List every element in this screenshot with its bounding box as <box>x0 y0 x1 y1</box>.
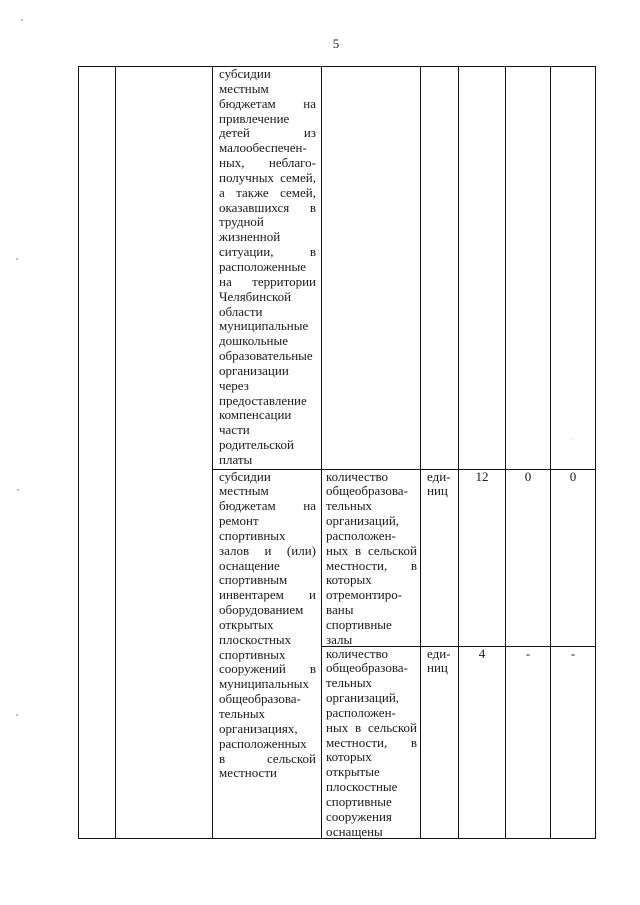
text-line: тельных <box>326 675 373 691</box>
text-line: организаций, <box>326 513 400 529</box>
text-line: отремонтиро- <box>326 587 403 603</box>
text-line: общеобразова- <box>219 691 301 707</box>
text-line: ваны <box>326 602 354 618</box>
text-line: предоставление <box>219 392 307 408</box>
text-line: оснащены <box>326 823 383 839</box>
indicator-2-text <box>326 647 417 840</box>
text-line: залы <box>326 631 353 647</box>
text-line: получных семей, <box>219 169 316 185</box>
empty-indicator-cell <box>322 67 420 469</box>
text-line: расположенных <box>219 735 307 751</box>
text-line: спортивным <box>219 572 288 588</box>
text-line: сооружений в <box>219 661 316 677</box>
text-line: организаций, <box>326 690 400 706</box>
indicator-1-value-1: 12 <box>475 468 489 484</box>
empty-value-cell <box>459 67 505 469</box>
text-line: бюджетам на <box>219 95 316 111</box>
text-line: общеобразова- <box>326 483 408 499</box>
text-line: платы <box>219 451 253 467</box>
text-line: организациях, <box>219 720 298 736</box>
text-line: тельных <box>219 706 266 721</box>
text-line: расположен- <box>326 704 396 720</box>
text-line: области <box>219 303 263 319</box>
measure-1-text <box>219 67 316 468</box>
text-line: количество <box>326 645 389 661</box>
text-line: спортивные <box>326 616 392 632</box>
indicator-2-value-2: - <box>525 645 531 661</box>
text-line: местным <box>219 80 269 96</box>
text-line: открытые <box>326 764 380 780</box>
text-line: ремонт <box>219 513 259 529</box>
text-line: привлечение <box>219 110 290 126</box>
indicator-1-value-2: 0 <box>524 468 532 484</box>
text-line: компенсации <box>219 407 292 423</box>
text-line: детей из <box>219 125 316 141</box>
text-line: плоскостных <box>219 631 292 647</box>
text-line: спортивные <box>326 793 392 809</box>
indicator-1-unit <box>427 470 456 500</box>
text-line: через <box>219 377 249 393</box>
text-line: залов и (или) <box>219 542 316 558</box>
text-line: оборудованием <box>219 602 304 618</box>
text-line: ситуации, в <box>219 244 316 260</box>
text-line: оказавшихся в <box>219 199 316 215</box>
text-line: жизненной <box>219 229 281 245</box>
text-line: спортивных <box>219 527 286 543</box>
text-line: муниципальных <box>219 676 310 692</box>
text-line: родительской <box>219 437 294 453</box>
page-number: 5 <box>332 36 340 51</box>
text-line: местности, в <box>326 734 417 750</box>
measure-2-text <box>219 470 316 782</box>
empty-unit-cell <box>421 67 458 469</box>
text-line: Челябинской <box>219 288 292 304</box>
text-line: малообеспечен- <box>219 140 307 156</box>
text-line: спортивных <box>219 646 286 662</box>
text-line: местности, в <box>326 557 417 573</box>
text-line: общеобразова- <box>326 660 408 676</box>
text-line: трудной <box>219 214 264 230</box>
text-line: расположенные <box>219 258 306 274</box>
text-line: ных, неблаго- <box>219 155 316 171</box>
text-line: дошкольные <box>219 333 288 349</box>
text-line: которых <box>326 749 372 765</box>
text-line: расположен- <box>326 527 396 543</box>
text-line: муниципальные <box>219 318 309 334</box>
text-line: которых <box>326 572 372 588</box>
text-line: субсидии <box>219 468 271 484</box>
indicator-2-unit <box>427 647 456 677</box>
text-line: оснащение <box>219 557 280 573</box>
text-line: образовательные <box>219 348 313 364</box>
text-line: субсидии <box>219 66 271 81</box>
text-line: местности <box>219 765 277 781</box>
text-line: а также семей, <box>219 184 316 200</box>
table-border-right <box>595 66 596 839</box>
empty-value-cell <box>551 67 595 469</box>
text-line: плоскостные <box>326 779 398 795</box>
text-line: ниц <box>427 483 448 499</box>
indicator-2-value-3: - <box>570 645 576 661</box>
empty-value-cell <box>506 67 550 469</box>
indicator-1-value-3: 0 <box>569 468 577 484</box>
text-line: в сельской <box>219 750 316 766</box>
indicator-2-value-1: 4 <box>478 645 486 661</box>
text-line: местным <box>219 483 269 499</box>
text-line: инвентарем и <box>219 587 316 603</box>
text-line: части <box>219 422 250 438</box>
text-line: сооружения <box>326 808 392 824</box>
text-line: бюджетам на <box>219 498 316 514</box>
text-line: еди- <box>427 645 451 661</box>
text-line: ных в сельской <box>326 542 417 558</box>
text-line: на территории <box>219 273 316 289</box>
text-line: тельных <box>326 498 373 514</box>
empty-cell-col-2 <box>116 67 212 838</box>
indicator-1-text <box>326 470 417 648</box>
text-line: количество <box>326 468 389 484</box>
text-line: ниц <box>427 660 448 676</box>
text-line: еди- <box>427 468 451 484</box>
text-line: организации <box>219 362 289 378</box>
column-divider <box>212 66 213 839</box>
text-line: ных в сельской <box>326 719 417 735</box>
text-line: открытых <box>219 616 274 632</box>
empty-cell-col-1 <box>79 67 115 838</box>
